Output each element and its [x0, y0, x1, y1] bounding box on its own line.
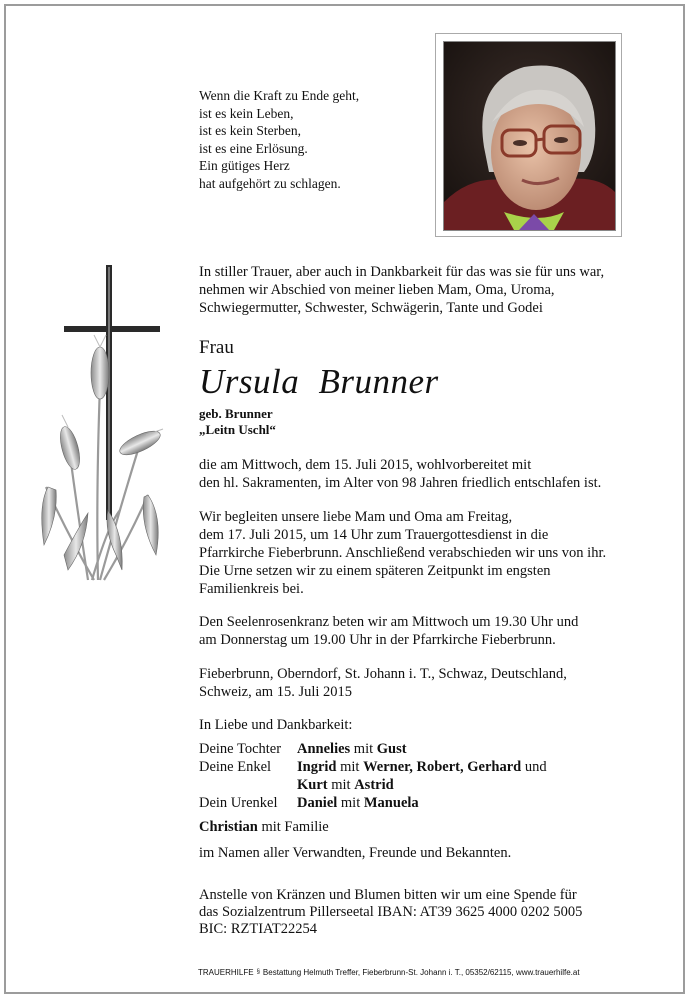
donation-line: Anstelle von Kränzen und Blumen bitten wir um eine Spende für	[199, 887, 577, 903]
mourner-row-daughter	[199, 741, 407, 758]
funeral-line: Familienkreis bei.	[199, 581, 304, 597]
mourners-closing: im Namen aller Verwandten, Freunde und Bekannten.	[199, 845, 512, 861]
death-notice-line: die am Mittwoch, dem 15. Juli 2015, wohlvorbereitet mit	[199, 457, 532, 473]
funeral-line: Wir begleiten unsere liebe Mam und Oma am Freitag,	[199, 509, 513, 525]
birth-name: geb. Brunner	[199, 406, 273, 421]
mourner-name: Ingrid	[297, 759, 337, 775]
relation-label: Dein Urenkel	[199, 795, 278, 811]
trauerhilfe-logo-icon: §	[256, 969, 260, 975]
rosary-line: am Donnerstag um 19.00 Uhr in der Pfarrkirche Fieberbrunn.	[199, 632, 556, 648]
quote-line: ist es kein Sterben,	[199, 123, 301, 139]
connector: mit	[336, 759, 364, 775]
footer-text: Bestattung Helmuth Treffer, Fieberbrunn-St. Johann i. T., 05352/62115, www.trauerhilfe.at	[262, 968, 580, 977]
quote-line: ist es eine Erlösung.	[199, 140, 308, 156]
mourner-name: Annelies	[297, 741, 351, 757]
donation-line: BIC: RZTIAT22254	[199, 921, 318, 937]
footer	[198, 968, 580, 977]
mourner-row-grandchildren-2	[199, 777, 394, 794]
deceased-name: Ursula Brunner	[199, 362, 439, 401]
places-line: Schweiz, am 15. Juli 2015	[199, 684, 353, 700]
funeral-line: Pfarrkirche Fieberbrunn. Anschließend verabschieden wir uns von ihr.	[199, 545, 607, 561]
connector: mit	[337, 795, 364, 811]
mourner-name: Gust	[376, 741, 407, 757]
relation-label: Deine Tochter	[199, 741, 282, 757]
mourner-name: Kurt	[297, 777, 328, 793]
mourner-name: Daniel	[297, 795, 338, 811]
relation-label: Deine Enkel	[199, 759, 272, 775]
connector: und	[521, 759, 547, 775]
quote-line: ist es kein Leben,	[199, 105, 294, 121]
places-line: Fieberbrunn, Oberndorf, St. Johann i. T., Schwaz, Deutschland,	[199, 666, 567, 682]
nickname: „Leitn Uschl“	[199, 422, 276, 437]
mourner-name: Christian	[199, 819, 258, 835]
mourner-name: Werner, Robert, Gerhard	[363, 759, 522, 775]
connector: mit	[327, 777, 355, 793]
funeral-line: Die Urne setzen wir zu einem späteren Zeitpunkt im engsten	[199, 563, 551, 579]
mourner-row-christian	[199, 819, 329, 836]
quote-line: hat aufgehört zu schlagen.	[199, 175, 341, 191]
footer-brand: TRAUERHILFE	[198, 968, 254, 977]
portrait-photo	[443, 41, 616, 231]
quote-block	[199, 87, 359, 193]
mourner-name: Astrid	[354, 777, 394, 793]
cross-with-wheat-icon	[28, 255, 198, 595]
portrait-frame	[435, 33, 622, 237]
quote-line: Wenn die Kraft zu Ende geht,	[199, 88, 360, 103]
intro-line: In stiller Trauer, aber auch in Dankbarkeit für das was sie für uns war,	[199, 264, 605, 280]
mourner-name: Manuela	[363, 795, 419, 811]
rosary-line: Den Seelenrosenkranz beten wir am Mittwoch um 19.30 Uhr und	[199, 614, 579, 630]
intro-line: Schwiegermutter, Schwester, Schwägerin, Tante und Godei	[199, 300, 543, 316]
intro-line: nehmen wir Abschied von meiner lieben Mam, Oma, Uroma,	[199, 282, 555, 298]
mourners-heading: In Liebe und Dankbarkeit:	[199, 717, 353, 733]
connector: mit Familie	[257, 819, 329, 835]
mourner-row-grandchildren	[199, 759, 547, 776]
funeral-line: dem 17. Juli 2015, um 14 Uhr zum Trauergottesdienst in die	[199, 527, 549, 543]
donation-line: das Sozialzentrum Pillerseetal IBAN: AT39 3625 4000 0202 5005	[199, 904, 583, 920]
quote-line: Ein gütiges Herz	[199, 158, 290, 174]
death-notice-line: den hl. Sakramenten, im Alter von 98 Jahren friedlich entschlafen ist.	[199, 475, 602, 491]
salutation: Frau	[199, 337, 234, 358]
mourner-row-greatgrandchild	[199, 795, 419, 812]
connector: mit	[350, 741, 377, 757]
